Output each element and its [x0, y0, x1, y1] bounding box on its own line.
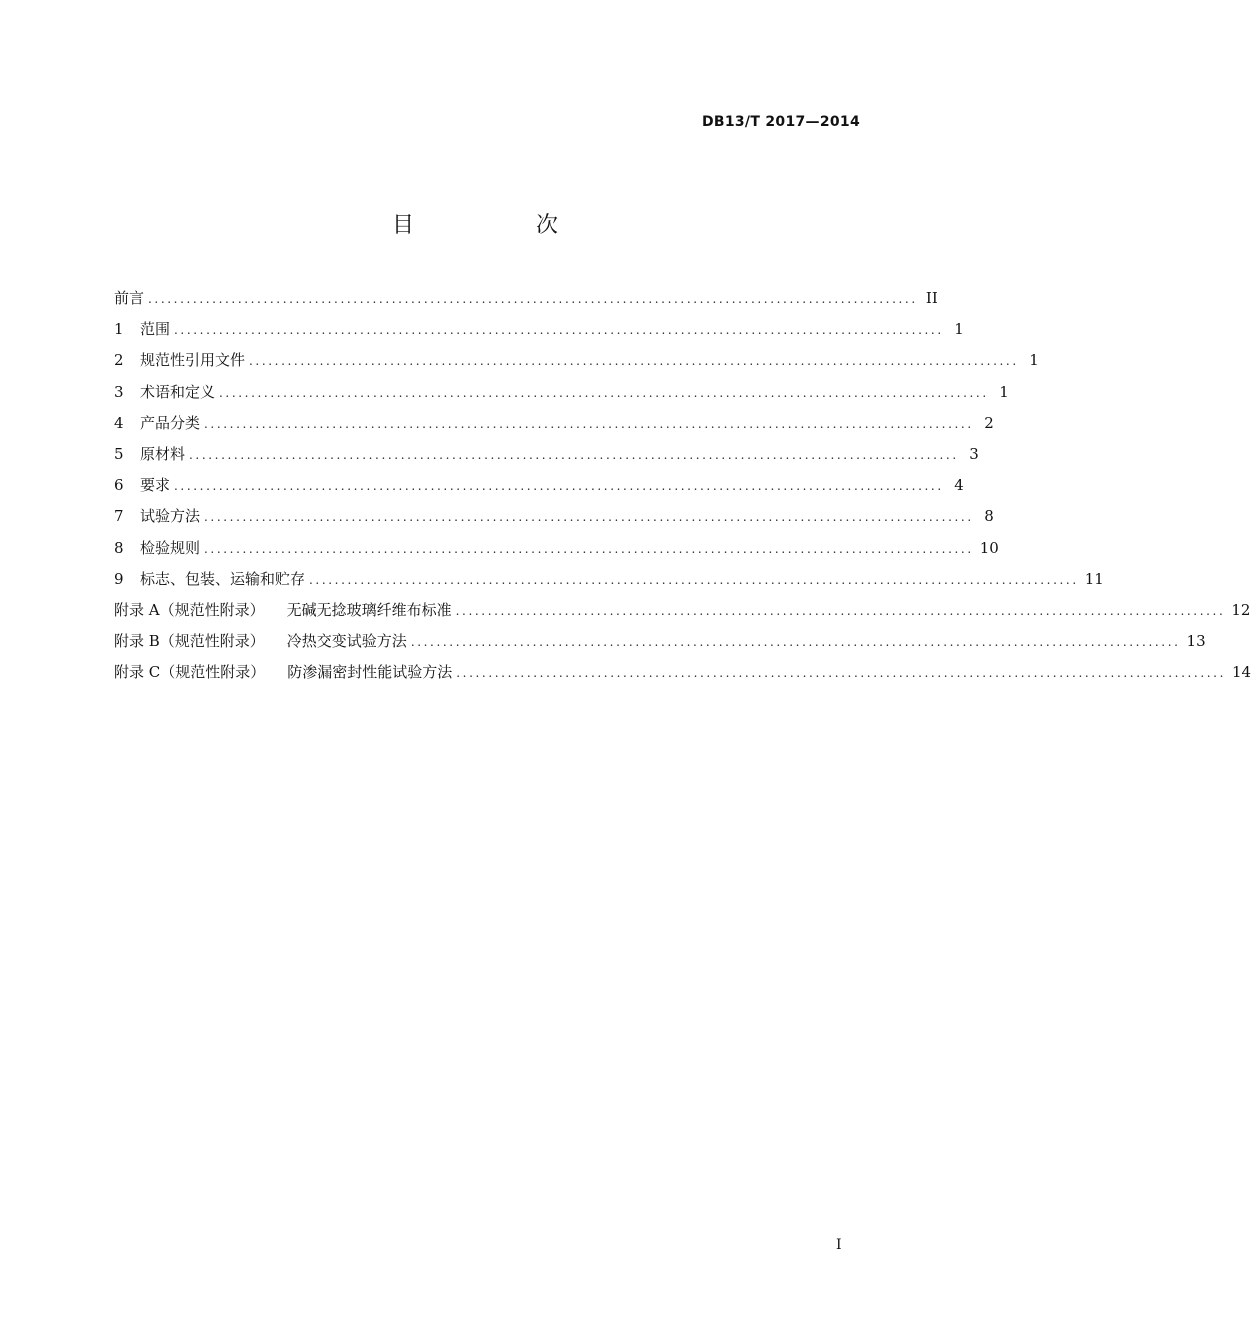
toc-entry-page: 3: [969, 444, 979, 463]
toc-entry-label: 前言: [114, 289, 145, 307]
toc-entry-page: 1: [954, 320, 964, 339]
toc-entry-subtitle: 无碱无捻玻璃纤维布标准: [286, 600, 452, 619]
dot-leader: ........................................................................................................................: [204, 510, 974, 525]
toc-entry-6[interactable]: [114, 474, 964, 505]
page-title: 目 次: [391, 213, 608, 238]
toc-entry-1[interactable]: [114, 318, 964, 349]
toc-entry-number: 9: [114, 569, 124, 588]
toc-entry-subtitle: 冷热交变试验方法: [286, 632, 407, 651]
dot-leader: ........................................................................................................................: [189, 447, 959, 462]
toc-entry-number: 2: [114, 351, 124, 370]
toc-entry-2[interactable]: [114, 349, 1039, 380]
dot-leader: ........................................................................................................................: [249, 354, 1019, 369]
toc-entry-label: 附录 B（规范性附录）: [114, 632, 265, 651]
toc-entry-5[interactable]: [114, 443, 979, 474]
toc-entry-number: 4: [114, 413, 124, 432]
toc-entry-foreword[interactable]: [114, 287, 938, 318]
dot-leader: ........................................................................................................................: [174, 323, 944, 338]
toc-entry-label: 原材料: [140, 444, 186, 463]
toc-entry-number: 6: [114, 476, 124, 495]
dot-leader: ........................................................................................................................: [219, 385, 989, 400]
dot-leader: ........................................................................................................................: [174, 479, 944, 494]
toc-entry-number: 8: [114, 538, 124, 557]
dot-leader: ........................................................................................................................: [309, 572, 1079, 587]
toc-entry-number: 7: [114, 507, 124, 526]
toc-entry-label: 检验规则: [140, 538, 201, 557]
toc-entry-label: 试验方法: [140, 507, 201, 526]
toc-entry-page: II: [925, 289, 938, 307]
toc-entry-label: 附录 C（规范性附录）: [114, 663, 266, 682]
toc-entry-label: 要求: [140, 476, 171, 495]
toc-entry-label: 标志、包装、运输和贮存: [140, 569, 306, 588]
dot-leader: ........................................................................................................................: [455, 603, 1226, 618]
dot-leader: ........................................................................................................................: [204, 416, 974, 431]
toc-entry-page: 11: [1084, 569, 1104, 588]
toc-entry-page: 13: [1186, 632, 1206, 651]
toc-entry-page: 4: [954, 476, 964, 495]
toc-entry-number: 3: [114, 382, 124, 401]
dot-leader: ........................................................................................................................: [148, 292, 918, 306]
toc-entry-page: 2: [984, 413, 994, 432]
toc-entry-number: 5: [114, 444, 124, 463]
dot-leader: ........................................................................................................................: [410, 635, 1181, 650]
table-of-contents: [114, 287, 1251, 692]
toc-entry-page: 1: [999, 382, 1009, 401]
toc-entry-page: 8: [984, 507, 994, 526]
toc-entry-appendix-a[interactable]: [114, 599, 1251, 630]
toc-entry-page: 1: [1029, 351, 1039, 370]
dot-leader: ........................................................................................................................: [456, 666, 1226, 681]
toc-entry-label: 产品分类: [140, 413, 201, 432]
toc-entry-page: 10: [979, 538, 999, 557]
toc-entry-9[interactable]: [114, 568, 1104, 599]
toc-entry-7[interactable]: [114, 505, 994, 536]
toc-entry-page: 14: [1232, 663, 1251, 682]
toc-entry-subtitle: 防渗漏密封性能试验方法: [287, 663, 453, 682]
toc-entry-label: 范围: [140, 320, 171, 339]
toc-entry-8[interactable]: [114, 537, 999, 568]
toc-entry-appendix-c[interactable]: [114, 661, 1251, 692]
toc-entry-appendix-b[interactable]: [114, 630, 1206, 661]
page-number: I: [836, 1237, 842, 1253]
toc-entry-page: 12: [1231, 600, 1251, 619]
dot-leader: ........................................................................................................................: [204, 541, 974, 556]
document-code: DB13/T 2017—2014: [701, 114, 860, 130]
toc-entry-3[interactable]: [114, 381, 1009, 412]
toc-entry-4[interactable]: [114, 412, 994, 443]
toc-entry-label: 附录 A（规范性附录）: [114, 600, 265, 619]
toc-entry-label: 术语和定义: [140, 382, 216, 401]
toc-entry-label: 规范性引用文件: [140, 351, 246, 370]
toc-entry-number: 1: [114, 320, 124, 339]
